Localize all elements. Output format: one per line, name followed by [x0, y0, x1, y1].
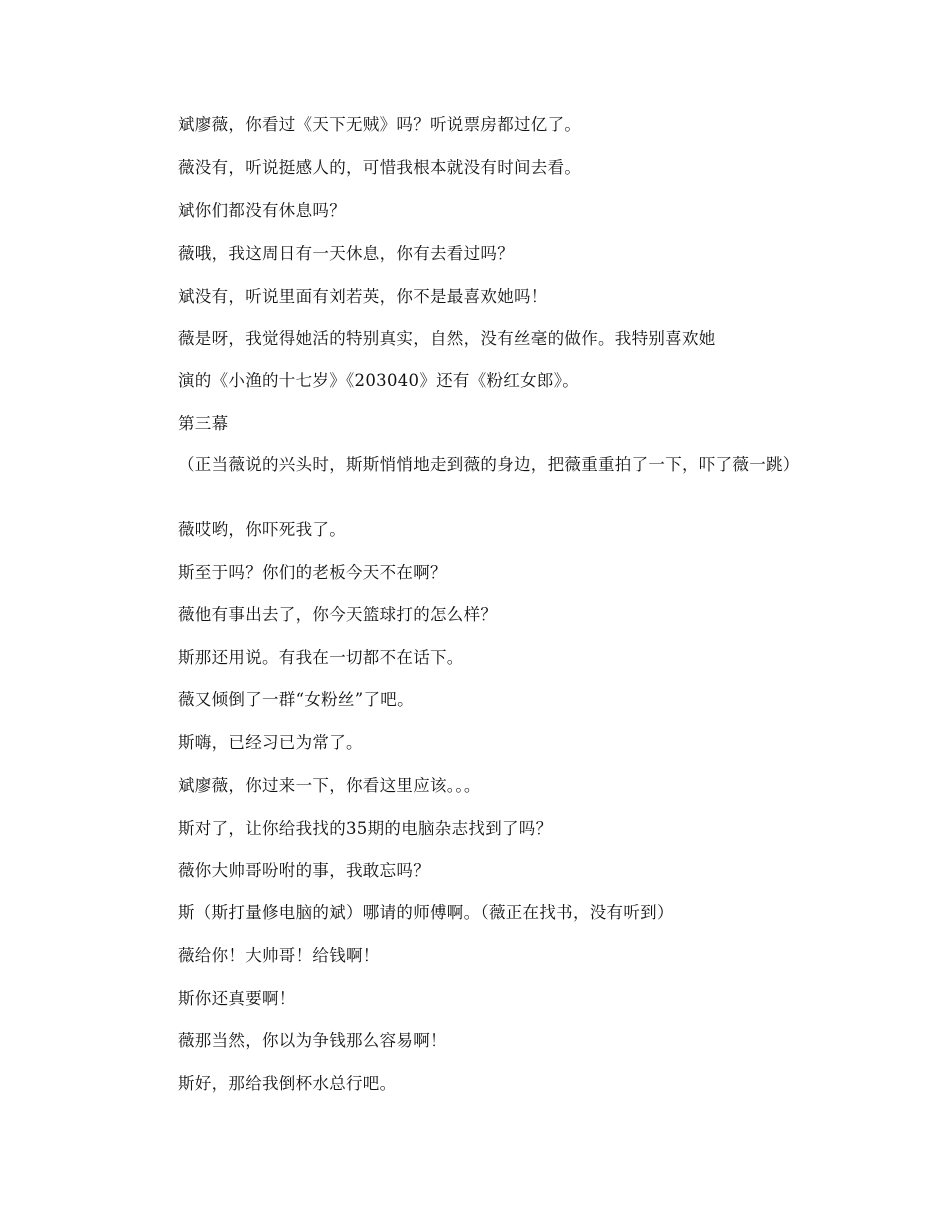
dialogue-line: 斯好，那给我倒杯水总行吧。 — [178, 1074, 397, 1093]
dialogue-line: 薇又倾倒了一群“女粉丝”了吧。 — [178, 690, 414, 709]
dialogue-line: 薇那当然，你以为争钱那么容易啊！ — [178, 1031, 447, 1050]
dialogue-line: 薇你大帅哥吩咐的事，我敢忘吗？ — [178, 861, 430, 880]
dialogue-line: 薇是呀，我觉得她活的特别真实，自然，没有丝毫的做作。我特别喜欢她 — [178, 329, 716, 348]
dialogue-line: 薇哦，我这周日有一天休息，你有去看过吗？ — [178, 244, 514, 263]
dialogue-line: 薇没有，听说挺感人的，可惜我根本就没有时间去看。 — [178, 158, 582, 177]
dialogue-line: 演的《小渔的十七岁》《203040》还有《粉红女郎》。 — [178, 371, 580, 390]
dialogue-line: 薇他有事出去了，你今天篮球打的怎么样？ — [178, 605, 498, 624]
dialogue-line: 斯嗨，已经习已为常了。 — [178, 733, 363, 752]
dialogue-line: 薇给你！大帅哥！给钱啊！ — [178, 946, 380, 965]
dialogue-line: 斌没有，听说里面有刘若英，你不是最喜欢她吗！ — [178, 287, 548, 306]
stage-direction: （正当薇说的兴头时，斯斯悄悄地走到薇的身边，把薇重重拍了一下，吓了薇一跳） — [178, 455, 800, 474]
dialogue-line: 斌你们都没有休息吗？ — [178, 201, 346, 220]
dialogue-line: 斯至于吗？你们的老板今天不在啊？ — [178, 563, 447, 582]
dialogue-line: 斌廖薇，你看过《天下无贼》吗？听说票房都过亿了。 — [178, 115, 582, 134]
dialogue-line: 薇哎哟，你吓死我了。 — [178, 520, 346, 539]
dialogue-line: 斯（斯打量修电脑的斌）哪请的师傅啊。（薇正在找书，没有听到） — [178, 903, 674, 922]
scene-heading: 第三幕 — [178, 414, 229, 433]
dialogue-line: 斯你还真要啊！ — [178, 989, 296, 1008]
dialogue-line: 斯对了，让你给我找的35期的电脑杂志找到了吗？ — [178, 819, 553, 838]
dialogue-line: 斯那还用说。有我在一切都不在话下。 — [178, 648, 464, 667]
dialogue-line: 斌廖薇，你过来一下，你看这里应该。。。 — [178, 776, 481, 795]
